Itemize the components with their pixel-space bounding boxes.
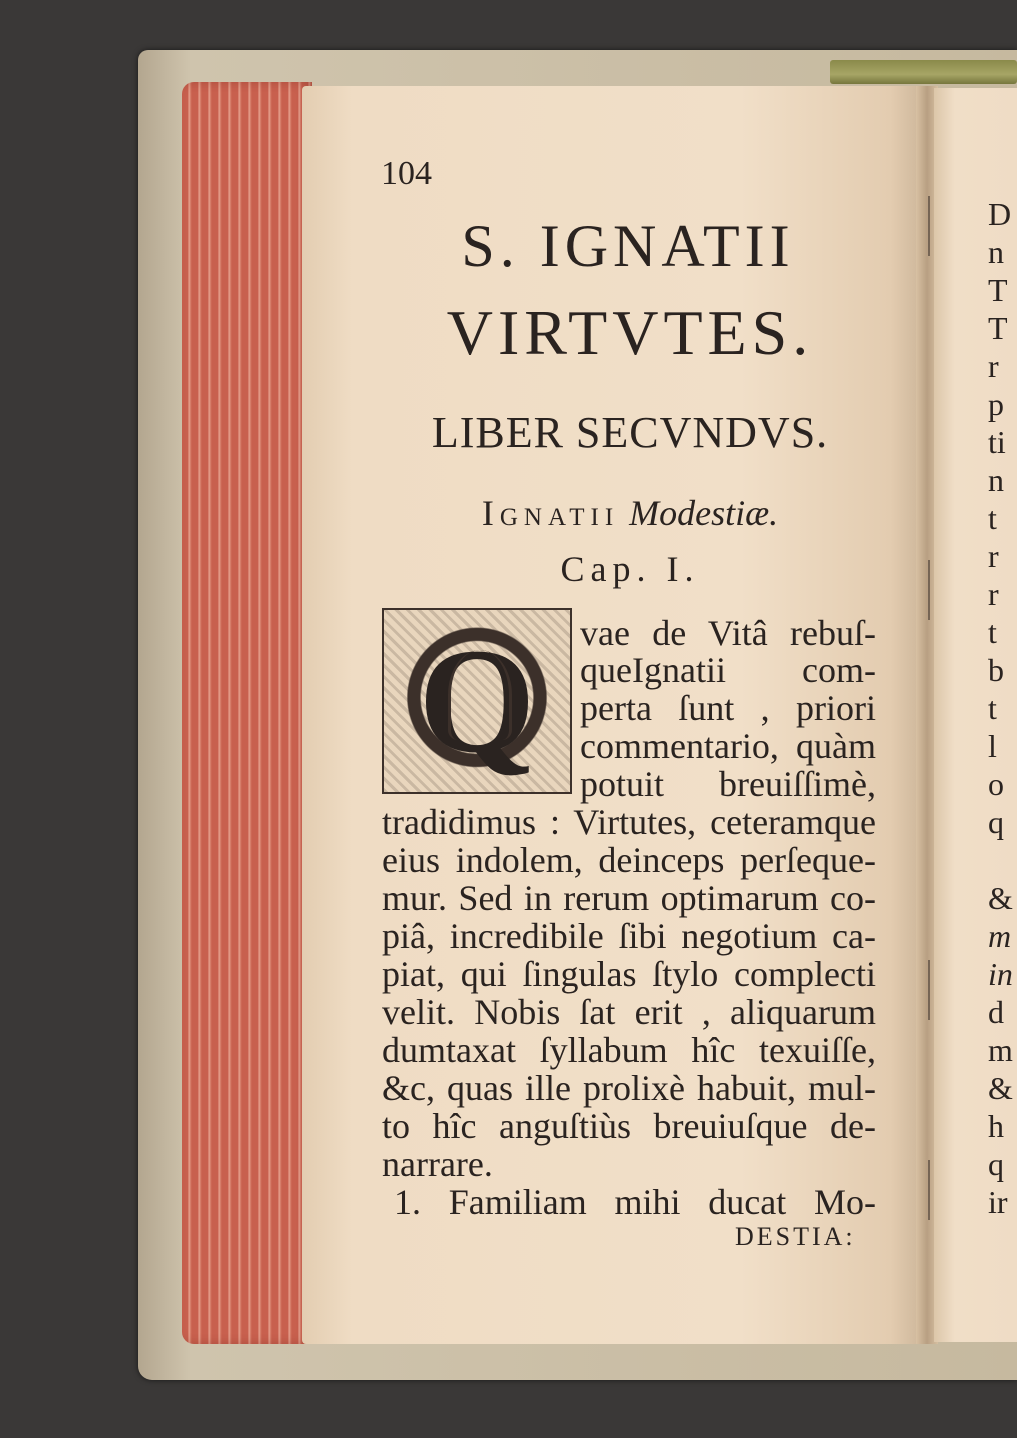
right-page-fragment: &	[988, 1070, 1013, 1106]
body-line: narrare.	[382, 1144, 493, 1184]
body-line: tradidimus : Virtutes, ceteramque	[382, 802, 876, 842]
chapter-heading	[380, 492, 880, 534]
right-page-margin-mark	[928, 560, 930, 620]
initial-letter: Q	[418, 618, 536, 784]
page-number: 104	[381, 155, 432, 192]
right-page-fragment: p	[988, 386, 1004, 422]
title-line-3: LIBER SECVNDVS.	[431, 408, 829, 457]
chapter-heading-italic: Modestiæ.	[629, 493, 779, 533]
body-line: potuit breuiſſimè,	[580, 764, 876, 804]
catchword: DESTIA:	[735, 1222, 856, 1251]
right-page-fragment: r	[988, 576, 999, 612]
right-page-fragment: m	[988, 1032, 1013, 1068]
ribbon-bookmark	[830, 60, 1017, 84]
body-line: piâ, incredibile ſibi negotium ca-	[382, 916, 876, 956]
right-page-fragment: n	[988, 462, 1004, 498]
right-page-fragment: r	[988, 538, 999, 574]
right-page-fragment: b	[988, 652, 1004, 688]
body-line: vae de Vitâ rebuſ-	[580, 613, 876, 653]
flower-ornament-icon	[448, 650, 512, 740]
right-page-fragment: m	[988, 918, 1012, 954]
body-line: to hîc anguſtiùs breuiuſque de-	[382, 1106, 876, 1146]
right-page-fragment: ir	[988, 1184, 1008, 1220]
chapter-heading-caps: Ignatii	[481, 493, 620, 533]
body-line: commentario, quàm	[580, 726, 876, 766]
right-page-margin-mark	[928, 196, 930, 256]
right-page-margin-mark	[928, 960, 930, 1020]
right-page-fragment: t	[988, 500, 997, 536]
right-page-fragment: l	[988, 728, 997, 764]
body-line: dumtaxat ſyllabum hîc texuiſſe,	[382, 1030, 876, 1070]
body-line: &c, quas ille prolixè habuit, mul-	[382, 1068, 876, 1108]
body-line: piat, qui ſingulas ſtylo complecti	[382, 954, 876, 994]
right-page-fragment: t	[988, 690, 997, 726]
body-line: perta ſunt , priori	[580, 688, 876, 728]
chapter-number: Cap. I.	[560, 549, 700, 589]
body-line: velit. Nobis ſat erit , aliquarum	[382, 992, 876, 1032]
right-page-fragment: n	[988, 234, 1004, 270]
right-page-fragment: r	[988, 348, 999, 384]
page-fore-edge	[182, 82, 312, 1344]
right-page-fragment: h	[988, 1108, 1004, 1144]
right-page-fragment: ti	[988, 424, 1006, 460]
right-page-fragment: T	[988, 272, 1008, 308]
right-page-fragment: o	[988, 766, 1004, 802]
body-line: mur. Sed in rerum optimarum co-	[382, 878, 876, 918]
title-line-2: VIRTVTES.	[446, 297, 814, 368]
body-line: 1. Familiam mihi ducat Mo-	[394, 1182, 876, 1222]
right-page-fragment: q	[988, 1146, 1004, 1182]
right-page-fragment: in	[988, 956, 1013, 992]
title-line-1: S. IGNATII	[461, 213, 795, 279]
right-page-fragment: T	[988, 310, 1008, 346]
right-page-fragment: D	[988, 196, 1012, 232]
right-page-fragment: q	[988, 804, 1004, 840]
right-page-fragment: &	[988, 880, 1013, 916]
right-page-fragment: t	[988, 614, 997, 650]
right-page-fragment: d	[988, 994, 1004, 1030]
decorated-initial	[382, 608, 572, 794]
body-line: eius indolem, deinceps perſeque-	[382, 840, 876, 880]
body-line: queIgnatii com-	[580, 650, 876, 690]
right-page-margin-mark	[928, 1160, 930, 1220]
